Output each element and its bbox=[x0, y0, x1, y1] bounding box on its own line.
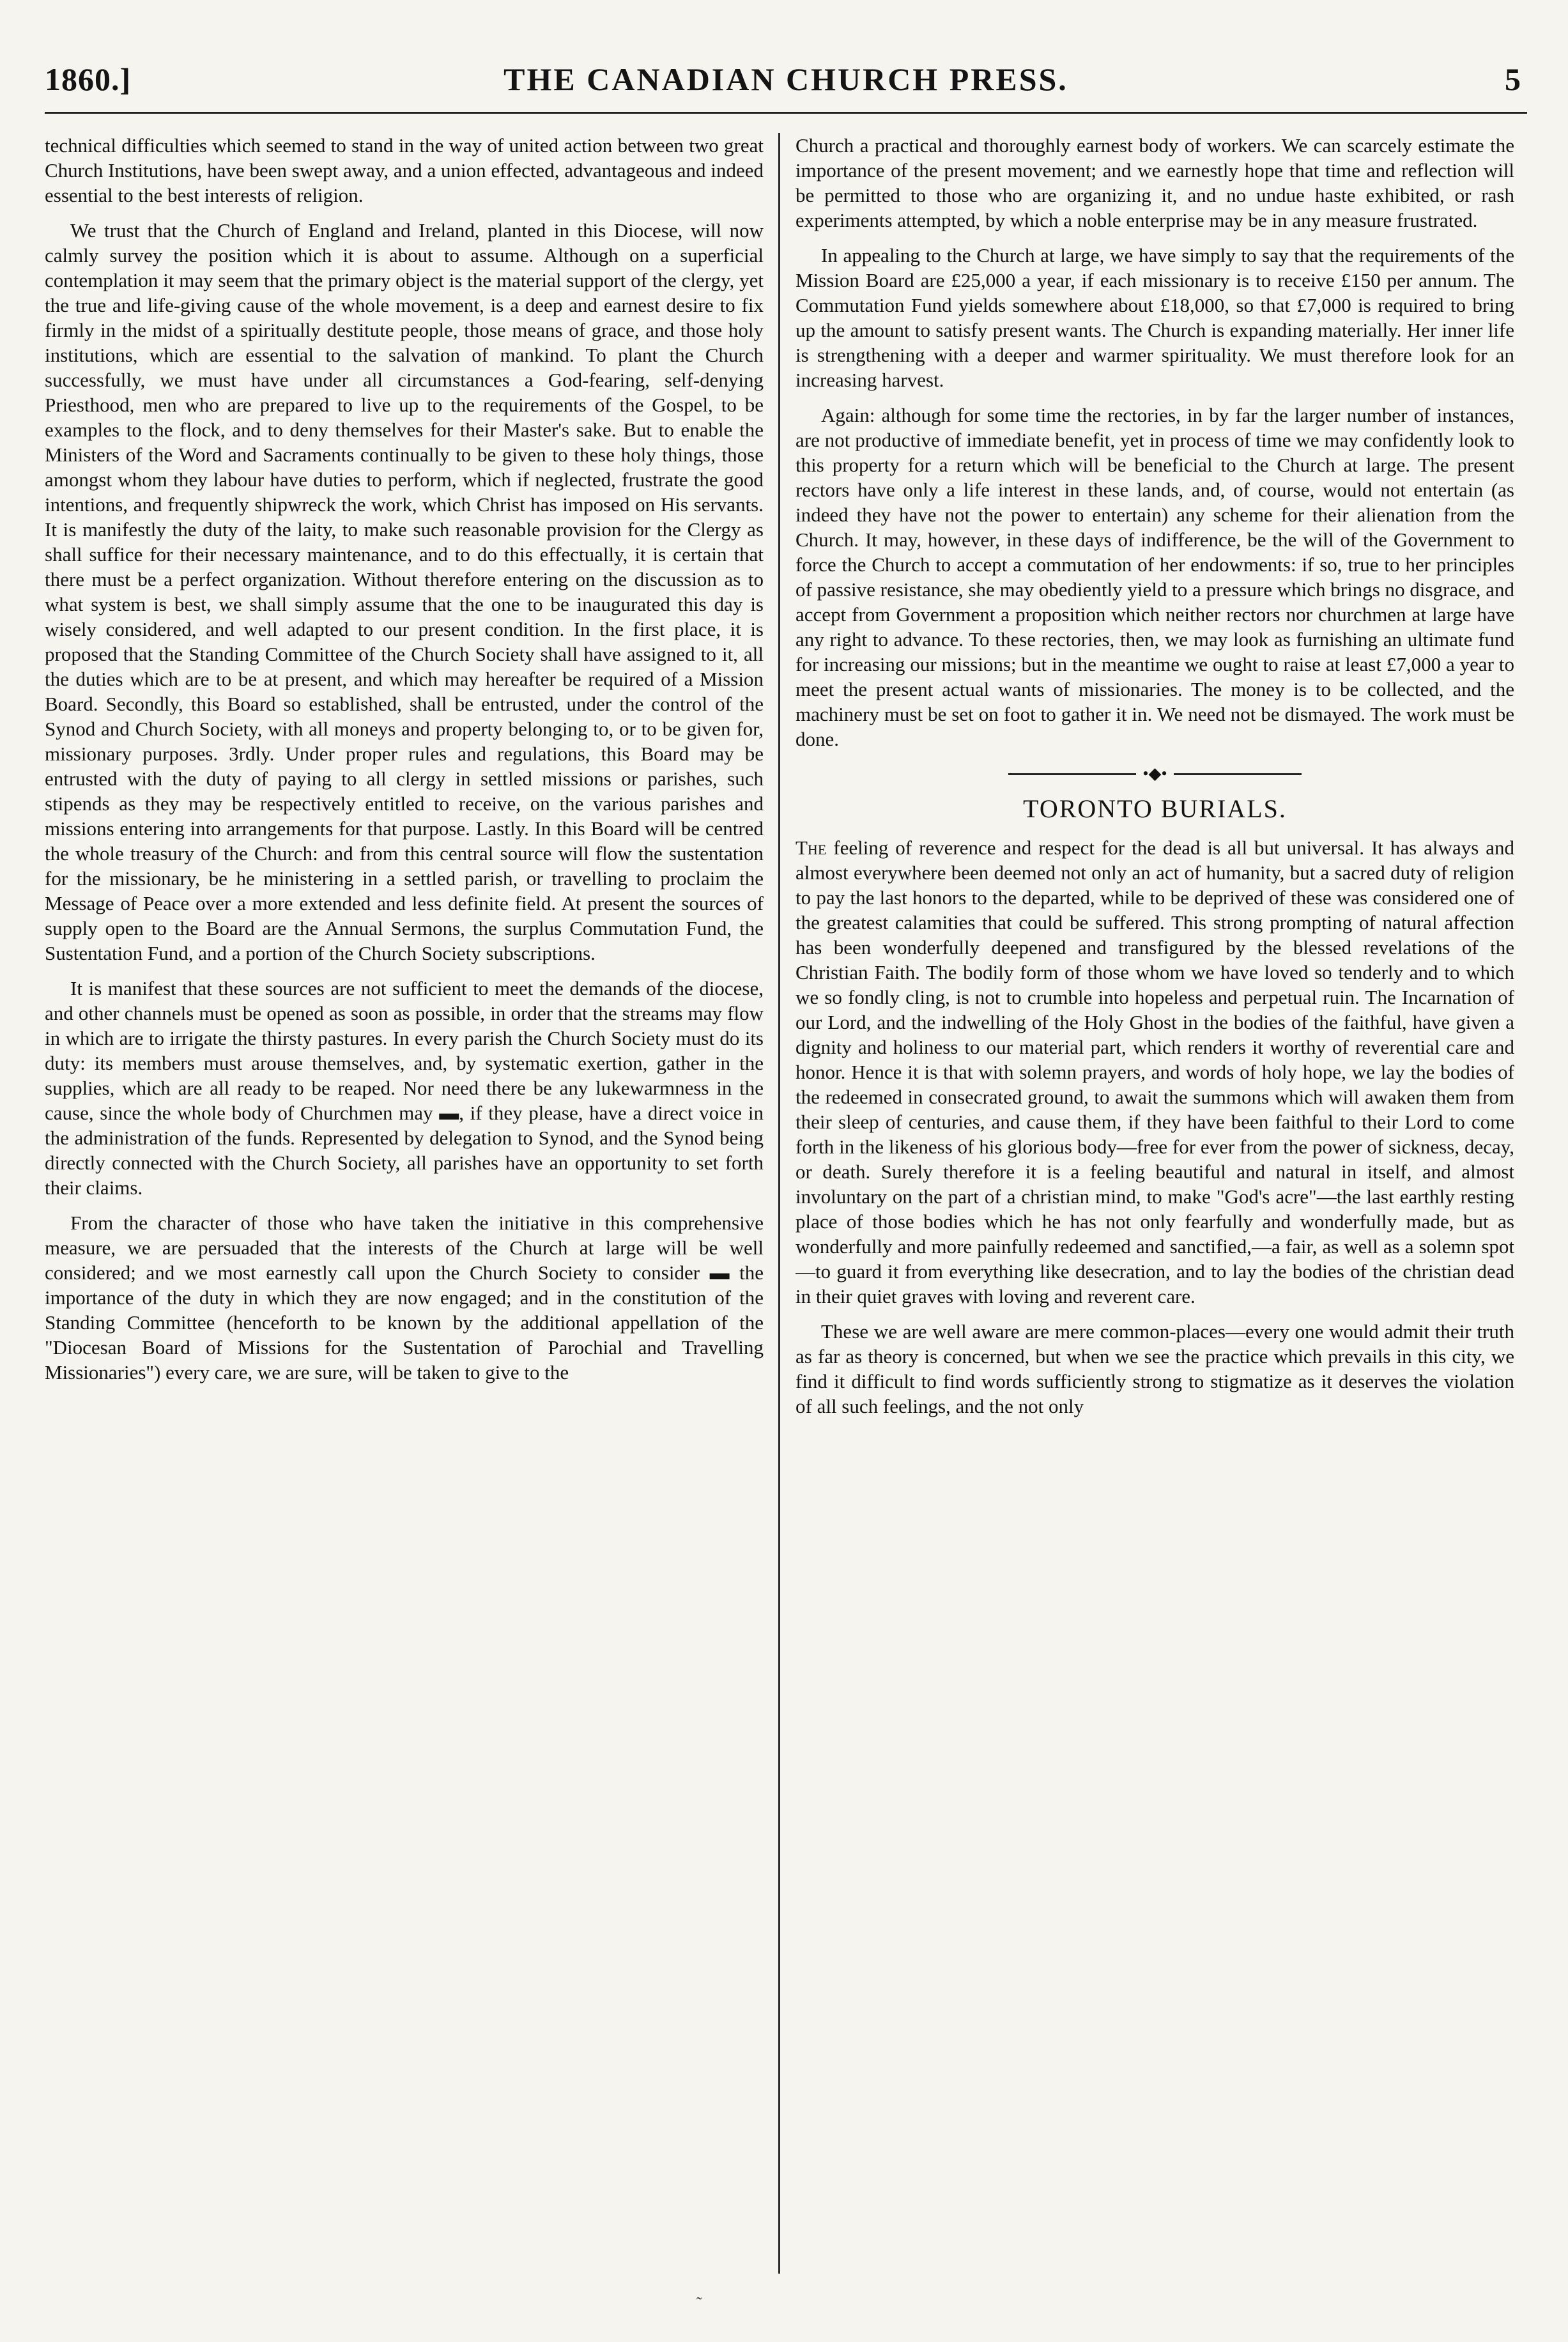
article-paragraph: In appealing to the Church at large, we have simply to say that the requirements of the Mission Board are £25,000 a year, if each missionary is to receive £150 per annum. The Commutation Fund yields somewhere about £18,000, so that £7,000 is required to bring up the amount to satisfy present wants. The Church is expanding materially. Her inner life is strengthening with a deeper and warmer spirituality. We must therefore look for an increasing harvest. bbox=[796, 244, 1514, 391]
publication-title: THE CANADIAN CHURCH PRESS. bbox=[503, 61, 1068, 97]
article-paragraph: Again: although for some time the rectories, in by far the larger number of instances, are not productive of immediate benefit, yet in process of time we may confidently look to this property for a return which will be beneficial to the Church at large. The present rectors have only a life interest in these lands, and, of course, would not entertain (as indeed they have not the power to entertain) any scheme for their alienation from the Church. It may, however, in these days of indifference, be the will of the Government to force the Church to accept a commutation of her endowments: if so, true to her principles of passive resistance, she may obediently yield to a pressure which brings no disgrace, and accept from Government a proposition which neither rectors nor churchmen at large have any right to advance. To these rectories, then, we may look as furnishing an ultimate fund for increasing our missions; but in the meantime we ought to raise at least £7,000 a year to meet the present actual wants of missionaries. The money is to be collected, and the machinery must be set on foot to gather it in. We need not be dismayed. The work must be done. bbox=[796, 404, 1514, 750]
divider-line-left bbox=[1008, 773, 1136, 775]
page-number: 5 bbox=[1505, 61, 1521, 97]
newspaper-page bbox=[45, 61, 1527, 2310]
article-columns bbox=[45, 133, 1527, 2274]
issue-year: 1860.] bbox=[45, 61, 132, 97]
article-paragraph: From the character of those who have taken the initiative in this comprehensive measure, we are persuaded that the interests of the Church at large will be well considered; and we most earnestly call upon the Church Society to consider ▬ the importance of the duty in which they are now engaged; and in the constitution of the Standing Committee (henceforth to be known by the additional appellation of the "Diocesan Board of Missions for the Sustentation of Parochial and Travelling Missionaries") every care, we are sure, will be taken to give to the bbox=[45, 1212, 764, 1383]
section-paragraph-text: feeling of reverence and respect for the dead is all but universal. It has always and almost everywhere been deemed not only an act of humanity, but a sacred duty of religion to pay the last honors to the departed, while to be deprived of these was considered one of the greatest calamities that could be suffered. This strong prompting of natural affection has been wonderfully deepened and transfigured by the blessed revelations of the Christian Faith. The bodily form of those whom we have loved so tenderly and to which we so fondly cling, is not to crumble into hopeless and perpetual ruin. The Incarnation of our Lord, and the indwelling of the Holy Ghost in the bodies of the faithful, have given a dignity and holiness to our material part, which renders it worthy of reverential care and honor. Hence it is that with solemn prayers, and words of holy hope, we lay the bodies of the redeemed in consecrated ground, to await the summons which will awaken them from their sleep of centuries, and cause them, if they have been faithful to their Lord to come forth in the likeness of his glorious body—free for ever from the power of sickness, decay, or death. Surely therefore it is a feeling beautiful and natural in itself, and almost involuntary on the part of a christian mind, to make "God's acre"—the last earthly resting place of those bodies which he has not only fearfully and wonderfully made, but as wonderfully and more painfully redeemed and sanctified,—a fair, as well as a solemn spot—to guard it from everything like desecration, and to lay the bodies of the christian dead in their quiet graves with loving and reverent care. bbox=[796, 836, 1514, 1307]
divider-ornament: •◆• bbox=[1142, 764, 1167, 783]
article-paragraph: We trust that the Church of England and Ireland, planted in this Diocese, will now calmly survey the position which it is about to assume. Although on a superficial contemplation it may seem that the primary object is the material support of the clergy, yet the true and life-giving cause of the whole movement, is a deep and earnest desire to fix firmly in the midst of a spiritually destitute people, those means of grace, and those holy institutions, which are essential to the salvation of mankind. To plant the Church successfully, we must have under all circumstances a God-fearing, self-denying Priesthood, men who are prepared to live up to the requirements of the Gospel, to be examples to the flock, and to deny themselves for their Master's sake. But to enable the Ministers of the Word and Sacraments continually to be given to these holy things, those amongst whom they labour have duties to perform, which if neglected, frustrate the good intentions, and frequently shipwreck the work, which Christ has imposed on His servants. It is manifestly the duty of the laity, to make such reasonable provision for the Clergy as shall suffice for their necessary maintenance, and to do this effectually, it is certain that there must be a perfect organization. Without therefore entering on the discussion as to what system is best, we shall simply assume that the one to be inaugurated this day is wisely considered, and well adapted to our present condition. In the first place, it is proposed that the Standing Committee of the Church Society shall have assigned to it, all the duties which are to be at present, and which may hereafter be required of a Mission Board. Secondly, this Board so established, shall be entrusted, under the control of the Synod and Church Society, with all moneys and property belonging to, or to be given for, missionary purposes. 3rdly. Under proper rules and regulations, this Board may be entrusted with the duty of paying to all clergy in settled missions or parishes, such stipends as they may be respectively entitled to receive, on the various parishes and missions entering into arrangements for that purpose. Lastly. In this Board will be centred the whole treasury of the Church: and from this central source will flow the sustentation for the missionary, be he ministering in a settled parish, or travelling to proclaim the Message of Peace over a more extended and less definite field. At present the sources of supply open to the Board are the Annual Sermons, the surplus Commutation Fund, the Sustentation Fund, and a portion of the Church Society subscriptions. bbox=[45, 219, 764, 964]
section-paragraph bbox=[796, 835, 1514, 1309]
section-paragraph: These we are well aware are mere common-places—every one would admit their truth as far as theory is concerned, but when we see the practice which prevails in this city, we find it difficult to find words sufficiently strong to stigmatize as it deserves the violation of all such feelings, and the not only bbox=[796, 1320, 1514, 1417]
divider-line-right bbox=[1174, 773, 1302, 775]
right-column bbox=[796, 133, 1514, 2274]
section-first-word: The bbox=[796, 836, 827, 859]
column-rule bbox=[778, 133, 780, 2274]
article-paragraph: Church a practical and thoroughly earnest body of workers. We can scarcely estimate the importance of the present movement; and we earnestly hope that time and reflection will be permitted to those who are organizing it, and no undue haste exhibited, or rash experiments attempted, by which a noble enterprise may be in any measure frustrated. bbox=[796, 134, 1514, 231]
section-heading: TORONTO BURIALS. bbox=[1023, 794, 1287, 823]
article-paragraph: It is manifest that these sources are not sufficient to meet the demands of the diocese, and other channels must be opened as soon as possible, in order that the streams may flow in which are to irrigate the thirsty pastures. In every parish the Church Society must do its duty: its members must arouse themselves, and, by systematic exertion, gather in the supplies, which are all ready to be reaped. Nor need there be any lukewarmness in the cause, since the whole body of Churchmen may ▬, if they please, have a direct voice in the administration of the funds. Represented by delegation to Synod, and the Synod being directly connected with the Church Society, all parishes have an opportunity to set forth their claims. bbox=[45, 977, 764, 1199]
article-paragraph: technical difficulties which seemed to stand in the way of united action between two great Church Institutions, have been swept away, and a union effected, advantageous and indeed essential to the best interests of religion. bbox=[45, 134, 764, 206]
left-column bbox=[45, 133, 764, 2274]
running-head bbox=[45, 61, 1527, 114]
section-divider bbox=[796, 766, 1514, 782]
